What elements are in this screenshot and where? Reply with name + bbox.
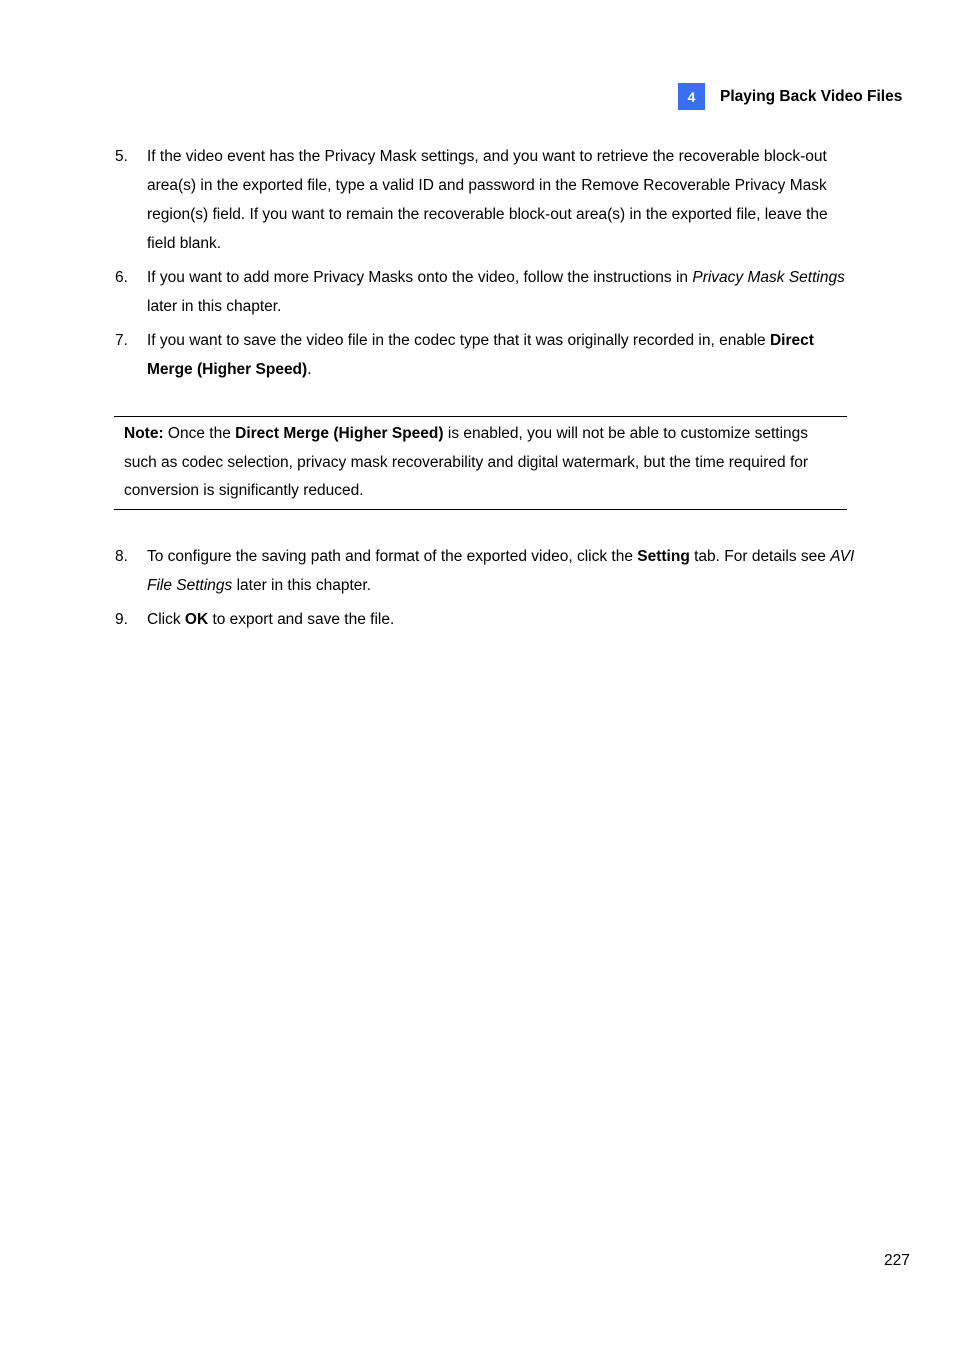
step-5	[115, 142, 855, 258]
step-6	[115, 263, 855, 321]
note-label: Note:	[124, 425, 164, 442]
option-name: Direct Merge (Higher Speed)	[235, 425, 444, 442]
step-number: 7.	[115, 332, 128, 349]
step-text-part: If you want to save the video file in the codec type that it was originally recorded in, enable	[147, 332, 770, 349]
chapter-number-badge: 4	[678, 83, 705, 110]
option-name: Direct Merge (Higher Speed)	[147, 332, 814, 378]
step-8	[115, 542, 855, 600]
step-7	[115, 326, 855, 384]
step-text	[147, 542, 855, 600]
reference-link-text: Privacy Mask Settings	[692, 269, 845, 286]
step-text-part: to export and save the file.	[208, 611, 395, 628]
page-number: 227	[884, 1252, 910, 1269]
step-text-part: later in this chapter.	[232, 577, 372, 594]
note-box	[114, 416, 847, 510]
chapter-header	[678, 83, 902, 110]
step-text-part: later in this chapter.	[147, 298, 282, 315]
step-9	[115, 605, 855, 634]
step-number: 9.	[115, 611, 128, 628]
step-text-part: To configure the saving path and format of the exported video, click the	[147, 548, 638, 565]
step-number: 5.	[115, 148, 128, 165]
instruction-steps-second	[115, 542, 855, 639]
chapter-title: Playing Back Video Files	[720, 87, 903, 105]
note-text-part: is enabled, you will not be able to customize settings such as codec selection, privacy mask recoverability and digital watermark, but the time required for conversion is significantly reduced.	[124, 425, 809, 499]
step-text-part: If you want to add more Privacy Masks onto the video, follow the instructions in	[147, 269, 693, 286]
button-name: OK	[184, 611, 209, 628]
step-text-part: Click	[147, 611, 185, 628]
instruction-steps-first	[115, 142, 855, 389]
step-number: 6.	[115, 269, 128, 286]
step-text: If the video event has the Privacy Mask settings, and you want to retrieve the recoverable block-out area(s) in the exported file, type a valid ID and password in the Remove Recoverable Privacy Mask region(s) field. If you want to remain the recoverable block-out area(s) in the exported file, leave the field blank.	[147, 148, 828, 252]
note-text-part: Once the	[163, 425, 236, 442]
reference-link-text: AVI File Settings	[147, 548, 855, 594]
step-text	[147, 326, 855, 384]
step-number: 8.	[115, 548, 128, 565]
step-text-part: tab. For details see	[689, 548, 831, 565]
tab-name: Setting	[637, 548, 690, 565]
step-text-part: .	[307, 361, 312, 378]
step-text	[147, 605, 855, 634]
step-text	[147, 263, 855, 321]
